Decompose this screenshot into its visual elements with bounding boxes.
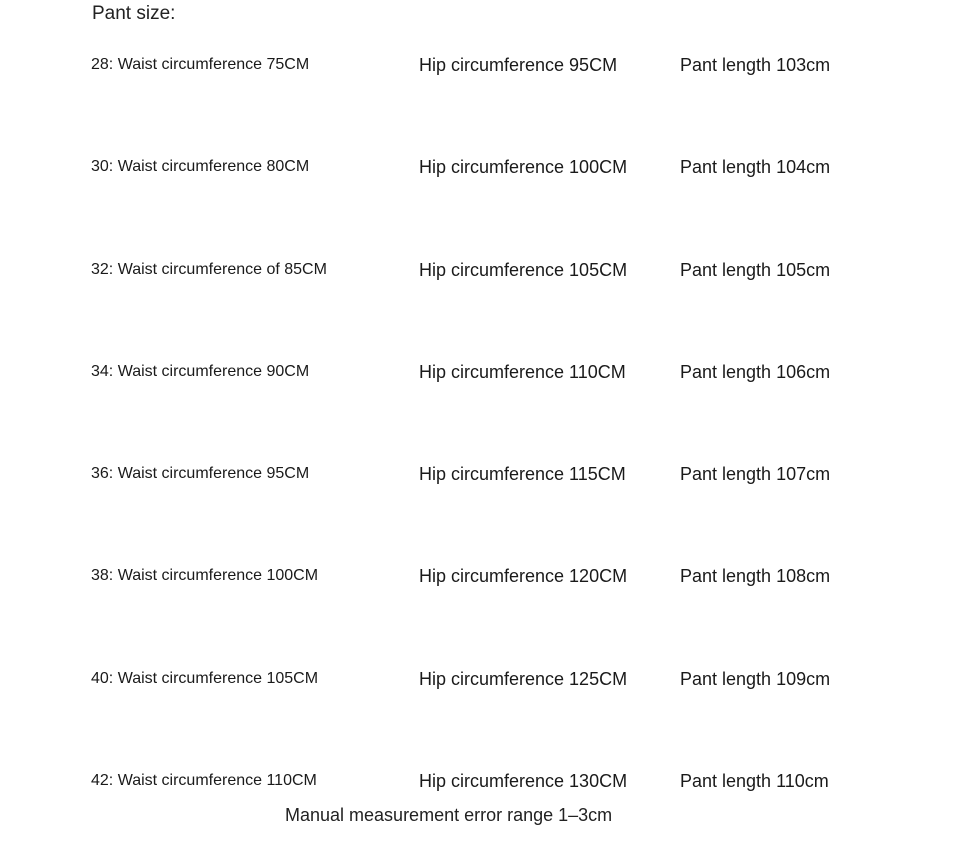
- hip-measurement: Hip circumference 105CM: [419, 260, 628, 280]
- waist-measurement: 28: Waist circumference 75CM: [91, 56, 310, 73]
- hip-measurement: Hip circumference 100CM: [419, 157, 628, 177]
- size-row: [0, 52, 976, 78]
- pant-length-measurement: Pant length 104cm: [680, 157, 831, 177]
- pant-length-measurement: Pant length 105cm: [680, 260, 831, 280]
- hip-measurement: Hip circumference 120CM: [419, 566, 628, 586]
- waist-measurement: 38: Waist circumference 100CM: [91, 567, 319, 584]
- size-row: [0, 768, 976, 794]
- size-row: [0, 359, 976, 385]
- pant-length-measurement: Pant length 103cm: [680, 55, 831, 75]
- hip-measurement: Hip circumference 125CM: [419, 669, 628, 689]
- pant-length-measurement: Pant length 109cm: [680, 669, 831, 689]
- pant-length-measurement: Pant length 106cm: [680, 362, 831, 382]
- size-row: [0, 154, 976, 180]
- waist-measurement: 30: Waist circumference 80CM: [91, 158, 310, 175]
- size-row: [0, 666, 976, 692]
- size-row: [0, 257, 976, 283]
- waist-measurement: 32: Waist circumference of 85CM: [91, 261, 327, 278]
- hip-measurement: Hip circumference 115CM: [419, 464, 626, 484]
- pant-length-measurement: Pant length 110cm: [680, 771, 829, 791]
- waist-measurement: 42: Waist circumference 110CM: [91, 772, 317, 789]
- waist-measurement: 36: Waist circumference 95CM: [91, 465, 310, 482]
- pant-length-measurement: Pant length 108cm: [680, 566, 831, 586]
- page-title: Pant size:: [92, 3, 176, 24]
- pant-length-measurement: Pant length 107cm: [680, 464, 831, 484]
- size-row: [0, 461, 976, 487]
- measurement-error-note: Manual measurement error range 1–3cm: [285, 805, 613, 825]
- hip-measurement: Hip circumference 130CM: [419, 771, 628, 791]
- size-row: [0, 563, 976, 589]
- hip-measurement: Hip circumference 95CM: [419, 55, 618, 75]
- waist-measurement: 34: Waist circumference 90CM: [91, 363, 310, 380]
- waist-measurement: 40: Waist circumference 105CM: [91, 670, 319, 687]
- hip-measurement: Hip circumference 110CM: [419, 362, 626, 382]
